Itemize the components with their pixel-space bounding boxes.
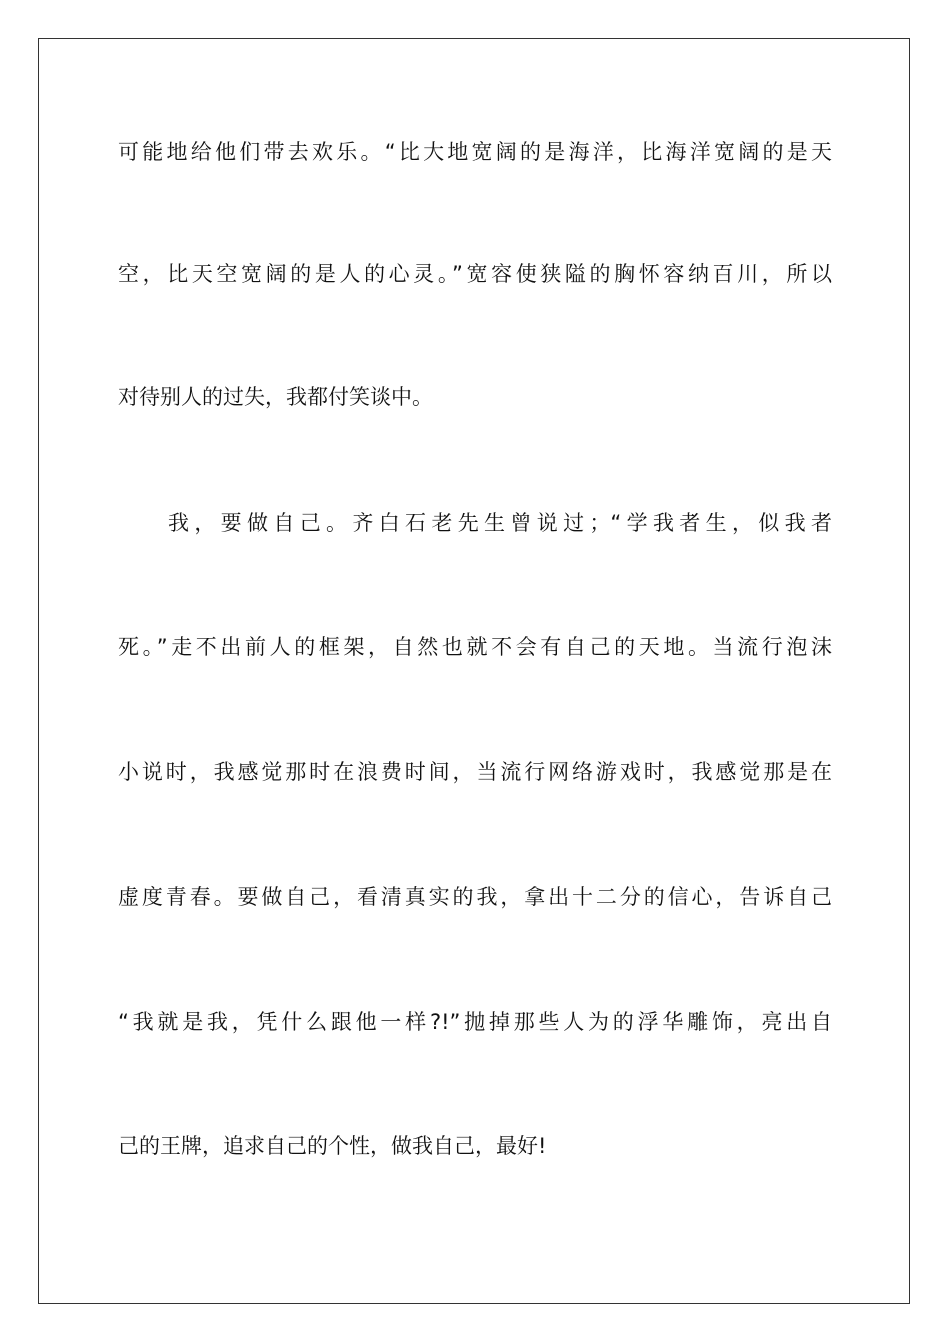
- paragraph-line-7: 虚度青春。要做自己，看清真实的我，拿出十二分的信心，告诉自己: [118, 885, 832, 909]
- paragraph-line-4: 我，要做自己。齐白石老先生曾说过；“学我者生，似我者: [168, 511, 832, 535]
- paragraph-line-5: 死。”走不出前人的框架，自然也就不会有自己的天地。当流行泡沫: [118, 635, 832, 659]
- paragraph-line-8: “我就是我，凭什么跟他一样?!”抛掉那些人为的浮华雕饰，亮出自: [118, 1010, 832, 1034]
- paragraph-line-3: 对待别人的过失，我都付笑谈中。: [118, 385, 433, 409]
- paragraph-line-6: 小说时，我感觉那时在浪费时间，当流行网络游戏时，我感觉那是在: [118, 760, 832, 784]
- page-border: [38, 38, 910, 1304]
- paragraph-line-1: 可能地给他们带去欢乐。“比大地宽阔的是海洋，比海洋宽阔的是天: [118, 140, 832, 164]
- paragraph-line-9: 己的王牌，追求自己的个性，做我自己，最好!: [118, 1134, 547, 1158]
- paragraph-line-2: 空，比天空宽阔的是人的心灵。”宽容使狭隘的胸怀容纳百川，所以: [118, 262, 832, 286]
